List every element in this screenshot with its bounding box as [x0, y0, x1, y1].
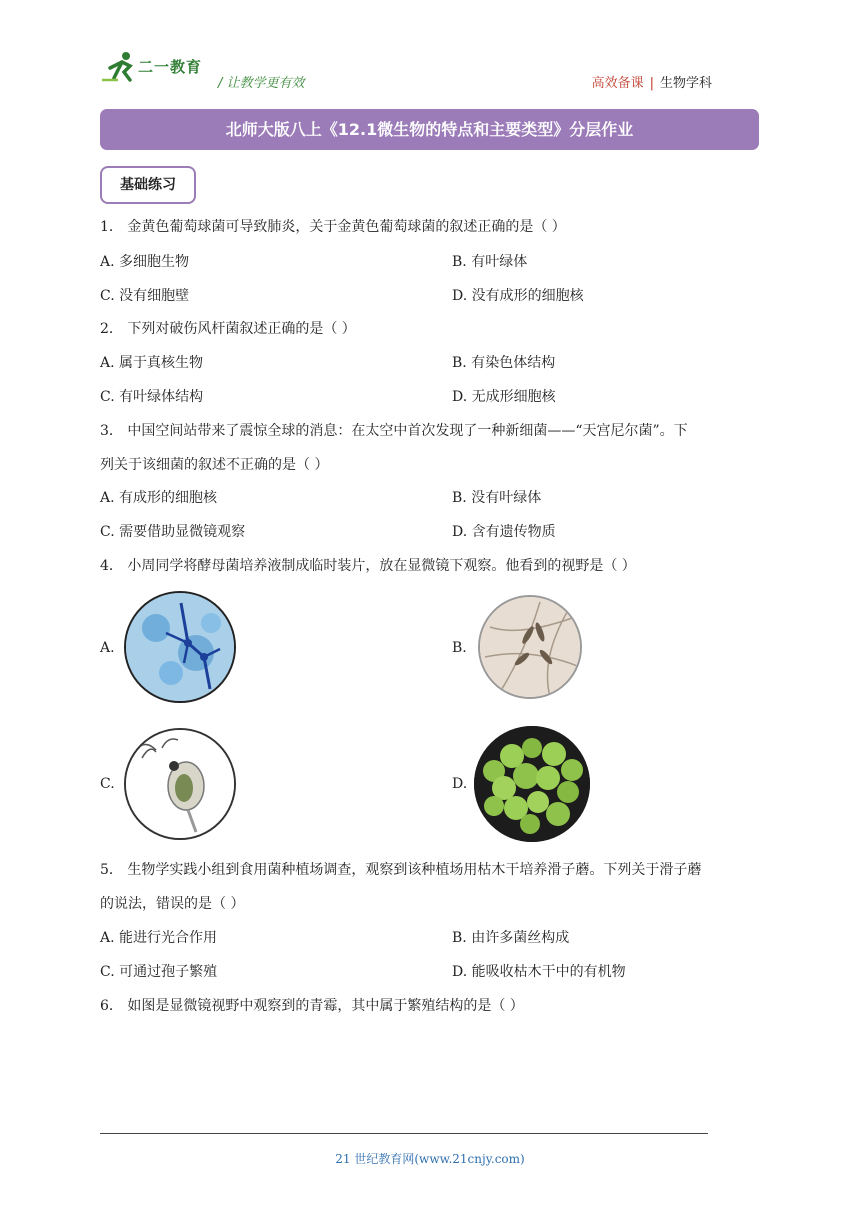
- logo: [100, 50, 210, 84]
- micrograph-blue-stained: [124, 591, 236, 703]
- micrograph-hyphae: [478, 595, 582, 699]
- water-flea-image: [126, 730, 236, 840]
- question-4-stem: 4． 小周同学将酵母菌培养液制成临时装片，放在显微镜下观察。他看到的视野是（ ）: [100, 558, 636, 574]
- q4-option-b-label: B.: [452, 640, 467, 656]
- header-separator: |: [649, 76, 654, 91]
- q3-option-a: A. 有成形的细胞核: [100, 490, 218, 506]
- q4-option-c-label: C.: [100, 776, 115, 792]
- q3-option-d: D. 含有遗传物质: [452, 524, 556, 540]
- q2-option-a: A. 属于真核生物: [100, 355, 204, 371]
- q2-option-d: D. 无成形细胞核: [452, 389, 556, 405]
- question-5-stem-line-2: 的说法，错误的是（ ）: [100, 896, 245, 912]
- q5-option-a: A. 能进行光合作用: [100, 930, 218, 946]
- question-3-stem-line-1: 3． 中国空间站带来了震惊全球的消息：在太空中首次发现了一种新细菌——“天宫尼尔菌”。下: [100, 423, 688, 439]
- question-1-stem: 1． 金黄色葡萄球菌可导致肺炎，关于金黄色葡萄球菌的叙述正确的是（ ）: [100, 219, 566, 235]
- blue-stain-image: [126, 593, 236, 703]
- header-label-prep: 高效备课: [591, 76, 644, 91]
- section-heading: 基础练习: [100, 166, 196, 204]
- logo-text: 二一教育: [138, 58, 203, 76]
- q3-option-b: B. 没有叶绿体: [452, 490, 542, 506]
- page-title: 北师大版八上《12.1微生物的特点和主要类型》分层作业: [100, 109, 759, 150]
- q5-option-c: C. 可通过孢子繁殖: [100, 964, 218, 980]
- hyphae-spores-image: [480, 597, 582, 699]
- slogan: / 让教学更有效: [218, 76, 305, 91]
- q5-option-b: B. 由许多菌丝构成: [452, 930, 570, 946]
- footer-divider: [100, 1133, 708, 1134]
- q2-option-c: C. 有叶绿体结构: [100, 389, 204, 405]
- yeast-cells-image: [474, 726, 590, 842]
- header-subject: [592, 72, 712, 91]
- q1-option-a: A. 多细胞生物: [100, 254, 190, 270]
- header-label-subject: 生物学科: [659, 76, 712, 91]
- q4-option-d-label: D.: [452, 776, 468, 792]
- footer-source: 21 世纪教育网(www.21cnjy.com): [335, 1152, 525, 1166]
- runner-logo-icon: [100, 50, 140, 84]
- q5-option-d: D. 能吸收枯木干中的有机物: [452, 964, 626, 980]
- q3-option-c: C. 需要借助显微镜观察: [100, 524, 246, 540]
- q1-option-d: D. 没有成形的细胞核: [452, 288, 584, 304]
- question-2-stem: 2． 下列对破伤风杆菌叙述正确的是（ ）: [100, 321, 356, 337]
- question-3-stem-line-2: 列关于该细菌的叙述不正确的是（ ）: [100, 457, 329, 473]
- q1-option-b: B. 有叶绿体: [452, 254, 528, 270]
- micrograph-yeast-cells: [474, 726, 590, 842]
- question-6-stem: 6． 如图是显微镜视野中观察到的青霉，其中属于繁殖结构的是（ ）: [100, 998, 524, 1014]
- q2-option-b: B. 有染色体结构: [452, 355, 556, 371]
- micrograph-water-flea: [124, 728, 236, 840]
- question-5-stem-line-1: 5． 生物学实践小组到食用菌种植场调查，观察到该种植场用枯木干培养滑子蘑。下列关于滑子蘑: [100, 862, 702, 878]
- q1-option-c: C. 没有细胞壁: [100, 288, 190, 304]
- q4-option-a-label: A.: [100, 640, 115, 656]
- page-header: [100, 44, 760, 91]
